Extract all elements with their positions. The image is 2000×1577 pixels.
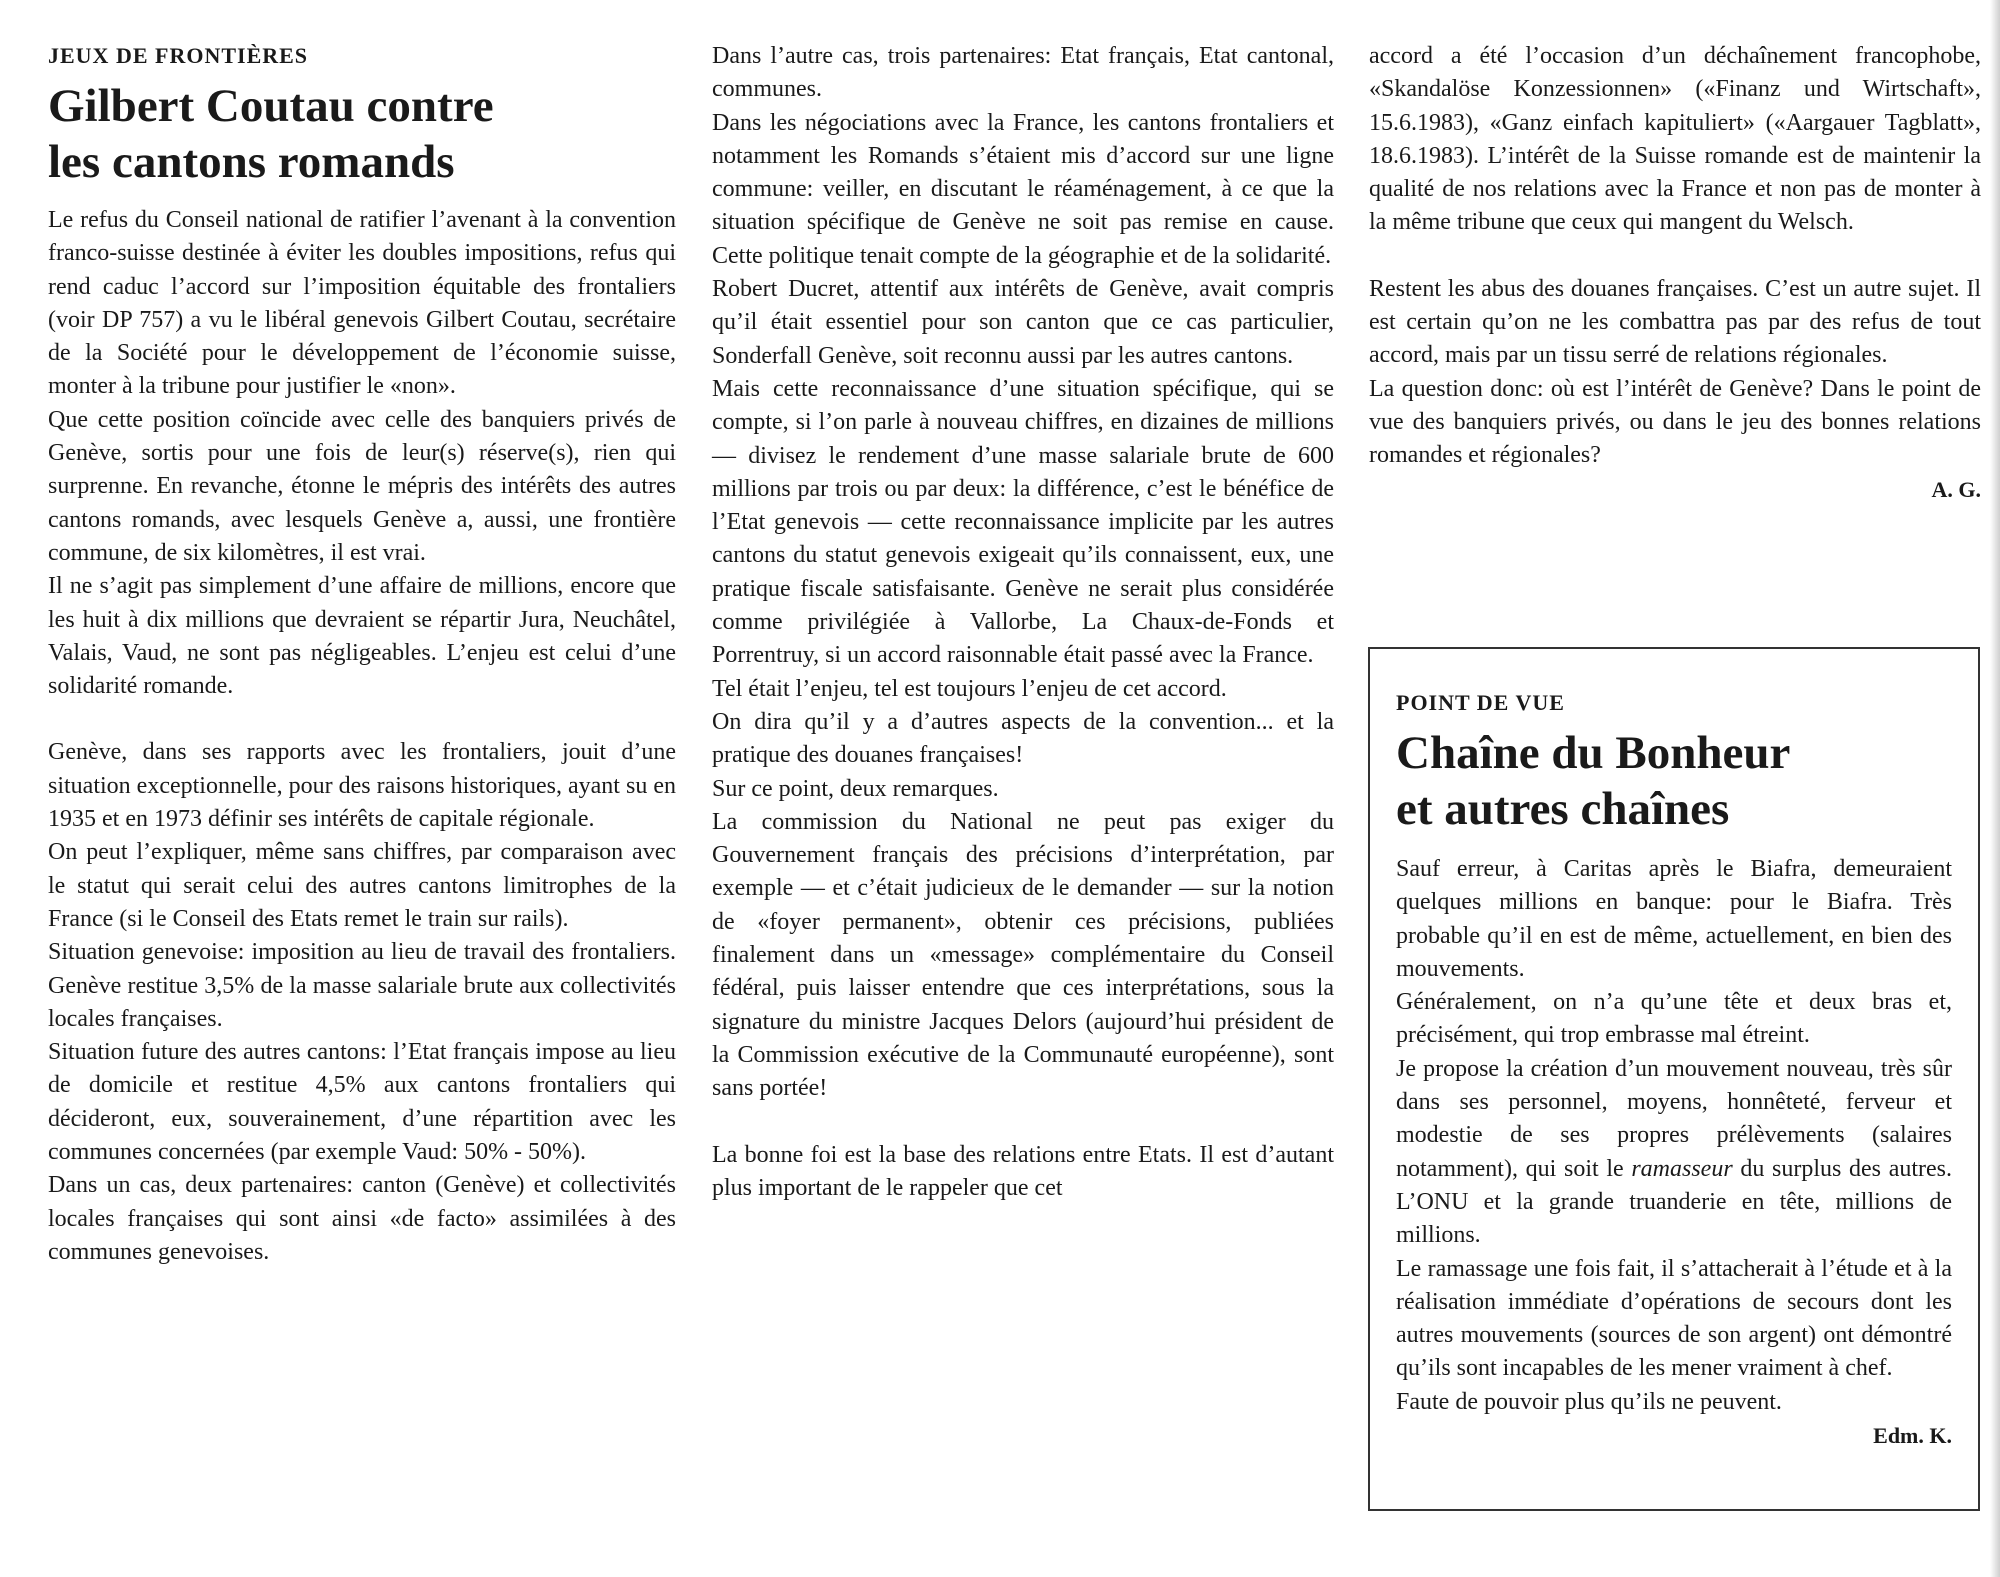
- paragraph: Dans les négociations avec la France, les cantons frontaliers et notamment les Romands s’étaient mis d’accord sur une ligne commune: veiller, en discutant le réaménagement, à ce que la situation spécifique de Genève ne soit pas remise en cause. Cette politique tenait compte de la géographie et de la solidarité.: [712, 109, 1334, 269]
- text-run: Je propose la création d’un mouvement nouveau, très sûr dans ses personnel, moyens, honnêteté, ferveur et modestie de ses propres prélèvements (salaires notamment), qui soit le: [1396, 1055, 1952, 1182]
- page-edge-shadow: [1990, 0, 2000, 1577]
- text-run: du surplus des autres. L’ONU et la grande truanderie en tête, millions de millions.: [1396, 1155, 1952, 1249]
- sidebar-headline-line-1: Chaîne du Bonheur: [1396, 727, 1791, 779]
- paragraph-gap: [48, 703, 676, 736]
- headline-line-2: les cantons romands: [48, 136, 455, 188]
- paragraph: Situation future des autres cantons: l’Etat français impose au lieu de domicile et restitue 4,5% aux cantons frontaliers qui décideront, eux, souverainement, d’une répartition avec les communes concernées (par exemple Vaud: 50% - 50%).: [48, 1039, 676, 1166]
- paragraph: Le ramassage une fois fait, il s’attacherait à l’étude et à la réalisation immédiate d’opérations de secours dont les autres mouvements (sources de son argent) ont démontré qu’ils sont incapables de les mener vraiment à chef.: [1396, 1255, 1952, 1382]
- paragraph: Genève, dans ses rapports avec les frontaliers, jouit d’une situation exceptionnelle, pour des raisons historiques, ayant su en 1935 et en 1973 définir ses intérêts de capitale régionale.: [48, 739, 676, 833]
- article-column-2: [712, 40, 1334, 1205]
- paragraph: On peut l’expliquer, même sans chiffres, par comparaison avec le statut qui serait celui des autres cantons limitrophes de la France (si le Conseil des Etats remet le train sur rails).: [48, 839, 676, 932]
- article-column-3: [1369, 40, 1981, 507]
- article-headline: [48, 78, 676, 190]
- paragraph: Dans l’autre cas, trois partenaires: Etat français, Etat cantonal, communes.: [712, 43, 1334, 103]
- paragraph: Le refus du Conseil national de ratifier l’avenant à la convention franco-suisse destinée à éviter les doubles impositions, refus qui rend caduc l’accord sur l’imposition équitable des frontaliers (voir DP 757) a vu le libéral genevois Gilbert Coutau, secrétaire de la Société pour le développement de l’économie suisse, monter à la tribune pour justifier le «non».: [48, 207, 676, 400]
- sidebar-signature: Edm. K.: [1873, 1423, 1952, 1449]
- paragraph: Situation genevoise: imposition au lieu de travail des frontaliers. Genève restitue 3,5% de la masse salariale brute aux collectivités locales françaises.: [48, 939, 676, 1032]
- paragraph: Sur ce point, deux remarques.: [712, 775, 999, 802]
- paragraph: La bonne foi est la base des relations entre Etats. Il est d’autant plus important de le rappeler que cet: [712, 1141, 1334, 1201]
- article-kicker: JEUX DE FRONTIÈRES: [48, 43, 309, 68]
- paragraph: Il ne s’agit pas simplement d’une affaire de millions, encore que les huit à dix millions que devraient se répartir Jura, Neuchâtel, Valais, Vaud, ne sont pas négligeables. L’enjeu est celui d’une solidarité romande.: [48, 573, 676, 700]
- paragraph-gap: [1369, 240, 1981, 273]
- paragraph: Dans un cas, deux partenaires: canton (Genève) et collectivités locales françaises qui sont ainsi «de facto» assimilées à des communes genevoises.: [48, 1172, 676, 1265]
- paragraph: Restent les abus des douanes françaises. C’est un autre sujet. Il est certain qu’on ne les combattra pas par des refus de tout accord, mais par un tissu serré de relations régionales.: [1369, 275, 1981, 369]
- sidebar-headline-line-2: et autres chaînes: [1396, 783, 1730, 835]
- article-signature: A. G.: [1931, 476, 1981, 502]
- paragraph: La question donc: où est l’intérêt de Genève? Dans le point de vue des banquiers privés, ou dans le jeu des bonnes relations romandes et régionales?: [1369, 375, 1981, 469]
- headline-line-1: Gilbert Coutau contre: [48, 80, 494, 132]
- point-de-vue-box: [1368, 647, 1980, 1511]
- paragraph: Mais cette reconnaissance d’une situation spécifique, qui se compte, si l’on parle à nouveau chiffres, en dizaines de millions — divisez le rendement d’une masse salariale brute de 600 millions par trois ou par deux: la différence, c’est le bénéfice de l’Etat genevois — cette reconnaissance implicite par les autres cantons du statut genevois exigeait qu’ils connaissent, eux, une pratique fiscale satisfaisante. Genève ne serait plus considérée comme privilégiée à Vallorbe, La Chaux-de-Fonds et Porrentruy, si un accord raisonnable était passé avec la France.: [712, 375, 1334, 669]
- paragraph: Généralement, on n’a qu’une tête et deux bras et, précisément, qui trop embrasse mal étreint.: [1396, 989, 1952, 1049]
- paragraph: La commission du National ne peut pas exiger du Gouvernement français des précisions d’interprétation, par exemple — et c’était judicieux de le demander — sur la notion de «foyer permanent», obtenir ces précisions, publiées finalement dans un «message» complémentaire du Conseil fédéral, puis laisser entendre que ces interprétations, sous la signature du ministre Jacques Delors (aujourd’hui président de la Commission exécutive de la Communauté européenne), sont sans portée!: [712, 808, 1334, 1102]
- paragraph: On dira qu’il y a d’autres aspects de la convention... et la pratique des douanes françaises!: [712, 708, 1334, 769]
- paragraph-gap: [712, 1106, 1334, 1139]
- paragraph: Faute de pouvoir plus qu’ils ne peuvent.: [1396, 1388, 1782, 1415]
- article-column-1: [48, 40, 676, 1269]
- paragraph: Robert Ducret, attentif aux intérêts de Genève, avait compris qu’il était essentiel pour son canton que ce cas particulier, Sonderfall Genève, soit reconnu aussi par les autres cantons.: [712, 276, 1334, 369]
- paragraph: Sauf erreur, à Caritas après le Biafra, demeuraient quelques millions en banque: pour le Biafra. Très probable qu’il en est de même, actuellement, en bien des mouvements.: [1396, 856, 1952, 982]
- emphasis-ramasseur: ramasseur: [1631, 1155, 1733, 1182]
- sidebar-headline: [1396, 725, 1952, 837]
- paragraph: accord a été l’occasion d’un déchaînement francophobe, «Skandalöse Konzessionnen» («Finanz und Wirtschaft», 15.6.1983), «Ganz einfach kapituliert» («Aargauer Tagblatt», 18.6.1983). L’intérêt de la Suisse romande est de maintenir la qualité de nos relations avec la France et non pas de monter à la même tribune que ceux qui mangent du Welsch.: [1369, 43, 1981, 236]
- paragraph: Que cette position coïncide avec celle des banquiers privés de Genève, sortis pour une fois de leur(s) réserve(s), rien qui surprenne. En revanche, étonne le mépris des intérêts des autres cantons romands, avec lesquels Genève a, aussi, une frontière commune, de six kilomètres, il est vrai.: [48, 406, 676, 566]
- paragraph: [1396, 1053, 1952, 1253]
- sidebar-kicker: POINT DE VUE: [1396, 690, 1565, 715]
- paragraph: Tel était l’enjeu, tel est toujours l’enjeu de cet accord.: [712, 675, 1227, 702]
